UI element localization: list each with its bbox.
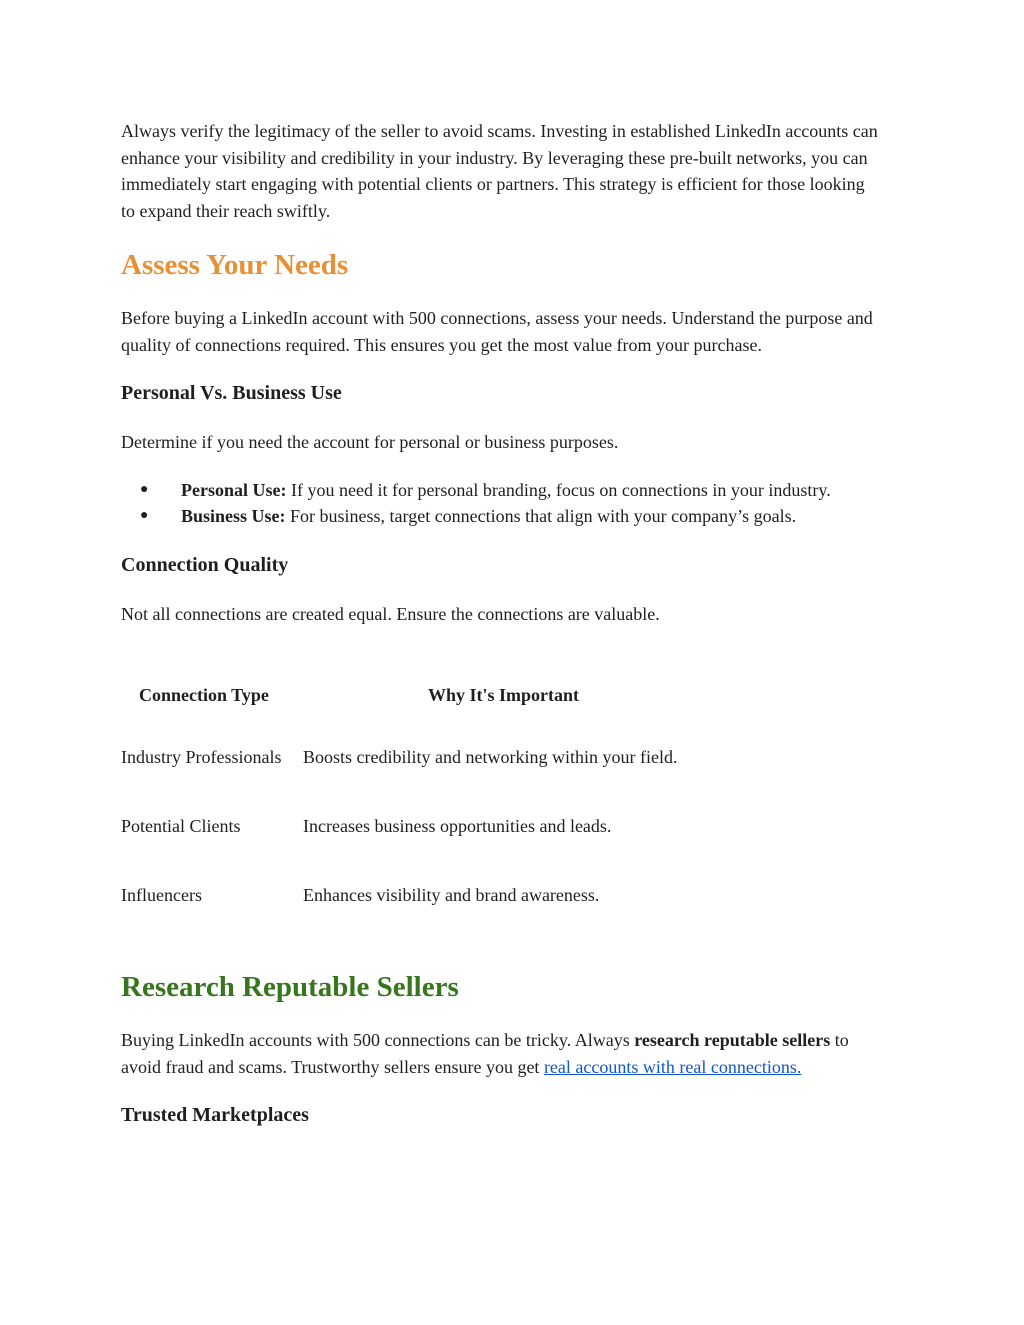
list-item-text: For business, target connections that align with your company’s goals. [285, 506, 797, 526]
list-item-text: If you need it for personal branding, focus on connections in your industry. [286, 479, 831, 500]
table-cell: Boosts credibility and networking within your field. [303, 747, 678, 767]
list-item-label: Personal Use: [181, 479, 287, 500]
research-text-before: Buying LinkedIn accounts with 500 connections can be tricky. Always [121, 1030, 635, 1050]
intro-paragraph: Always verify the legitimacy of the seller to avoid scams. Investing in established LinkedIn accounts can enhance your visibility and credibility in your industry. By leveraging these pre-built networks, you can immediately start engaging with potential clients or partners. This strategy is efficient for those looking to expand their reach swiftly. [121, 121, 878, 221]
use-list [121, 477, 881, 530]
table-cell: Enhances visibility and brand awareness. [303, 885, 600, 905]
assess-paragraph: Before buying a LinkedIn account with 500 connections, assess your needs. Understand the purpose and quality of connections required. This ensures you get the most value from your purchase. [121, 308, 873, 355]
connection-quality-heading: Connection Quality [121, 553, 289, 576]
table-header-cell: Connection Type [139, 684, 269, 705]
bullet-icon: ● [140, 481, 149, 497]
assess-heading: Assess Your Needs [121, 249, 349, 281]
bullet-icon: ● [140, 508, 149, 523]
research-text-middle: to avoid fraud and scams. Trustworthy sellers ensure you get [121, 1030, 849, 1077]
table-cell: Increases business opportunities and leads. [303, 816, 612, 836]
table-header-cell: Why It's Important [428, 684, 580, 705]
personal-business-paragraph: Determine if you need the account for personal or business purposes. [121, 432, 619, 452]
table-row [121, 792, 863, 861]
table-row [121, 861, 863, 930]
list-item [121, 503, 881, 530]
list-item-label: Business Use: [181, 506, 286, 526]
personal-business-heading: Personal Vs. Business Use [121, 382, 342, 404]
table-cell: Industry Professionals [121, 747, 282, 767]
research-bold-text: research reputable sellers [634, 1030, 831, 1050]
table-cell: Influencers [121, 885, 202, 905]
connection-table [121, 667, 863, 930]
list-item [121, 477, 881, 504]
table-header-row [121, 667, 863, 723]
research-heading: Research Reputable Sellers [121, 971, 459, 1003]
research-paragraph [121, 1027, 881, 1080]
trusted-marketplaces-heading: Trusted Marketplaces [121, 1104, 309, 1126]
connection-quality-paragraph: Not all connections are created equal. Ensure the connections are valuable. [121, 603, 660, 624]
real-accounts-link[interactable]: real accounts with real connections. [543, 1056, 802, 1077]
table-cell: Potential Clients [121, 816, 241, 836]
document-page [121, 118, 881, 1151]
table-row [121, 723, 863, 792]
